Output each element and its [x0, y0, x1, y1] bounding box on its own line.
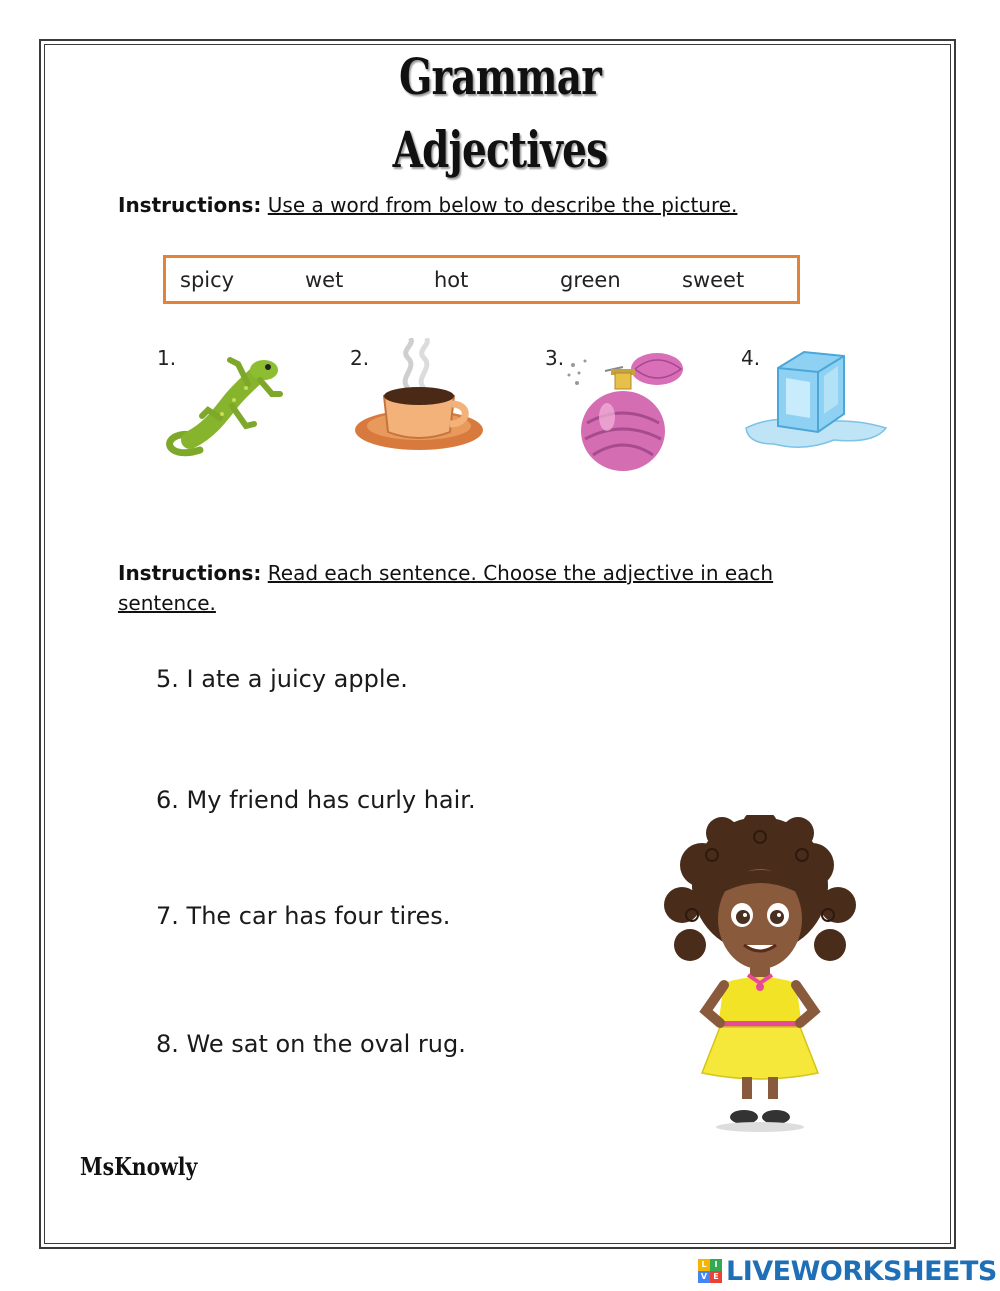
- sentence-item: 7. The car has four tires.: [156, 902, 451, 930]
- word-bank-item: hot: [434, 268, 469, 292]
- sentence-item: 6. My friend has curly hair.: [156, 786, 476, 814]
- perfume-bottle-icon: [565, 343, 690, 471]
- logo-letter: V: [698, 1271, 710, 1283]
- sentence-item: 5. I ate a juicy apple.: [156, 665, 408, 693]
- picture-number: 4.: [741, 346, 761, 370]
- instruction-2: [118, 558, 858, 618]
- word-bank-item: green: [560, 268, 621, 292]
- logo-letter: L: [698, 1259, 710, 1271]
- logo-letter: I: [710, 1259, 722, 1271]
- liveworksheets-branding[interactable]: [698, 1255, 997, 1287]
- word-bank-item: sweet: [682, 268, 745, 292]
- picture-number: 2.: [350, 346, 370, 370]
- worksheet-title: Grammar: [398, 47, 602, 106]
- melting-ice-cube-icon: [744, 348, 890, 453]
- sentence-item: 8. We sat on the oval rug.: [156, 1030, 466, 1058]
- instruction-1-text: Use a word from below to describe the picture.: [267, 193, 738, 217]
- author-signature: MsKnowly: [80, 1152, 198, 1181]
- curly-haired-girl-icon: [662, 815, 858, 1133]
- worksheet-subtitle: Adjectives: [392, 120, 608, 179]
- word-bank-item: wet: [305, 268, 344, 292]
- logo-letter: E: [710, 1271, 722, 1283]
- picture-number: 1.: [157, 346, 177, 370]
- instruction-1-label: Instructions:: [118, 193, 262, 217]
- word-bank-box: [163, 255, 800, 304]
- instruction-1: [118, 190, 858, 220]
- liveworksheets-logo-text: LIVEWORKSHEETS: [726, 1255, 997, 1287]
- hot-coffee-icon: [352, 338, 486, 460]
- instruction-2-label: Instructions:: [118, 561, 262, 585]
- lizard-icon: [160, 340, 288, 465]
- instruction-2-text: Read each sentence. Choose the adjective in each sentence.: [118, 561, 774, 615]
- word-bank-item: spicy: [180, 268, 235, 292]
- picture-number: 3.: [545, 346, 565, 370]
- liveworksheets-logo-icon: [698, 1259, 722, 1283]
